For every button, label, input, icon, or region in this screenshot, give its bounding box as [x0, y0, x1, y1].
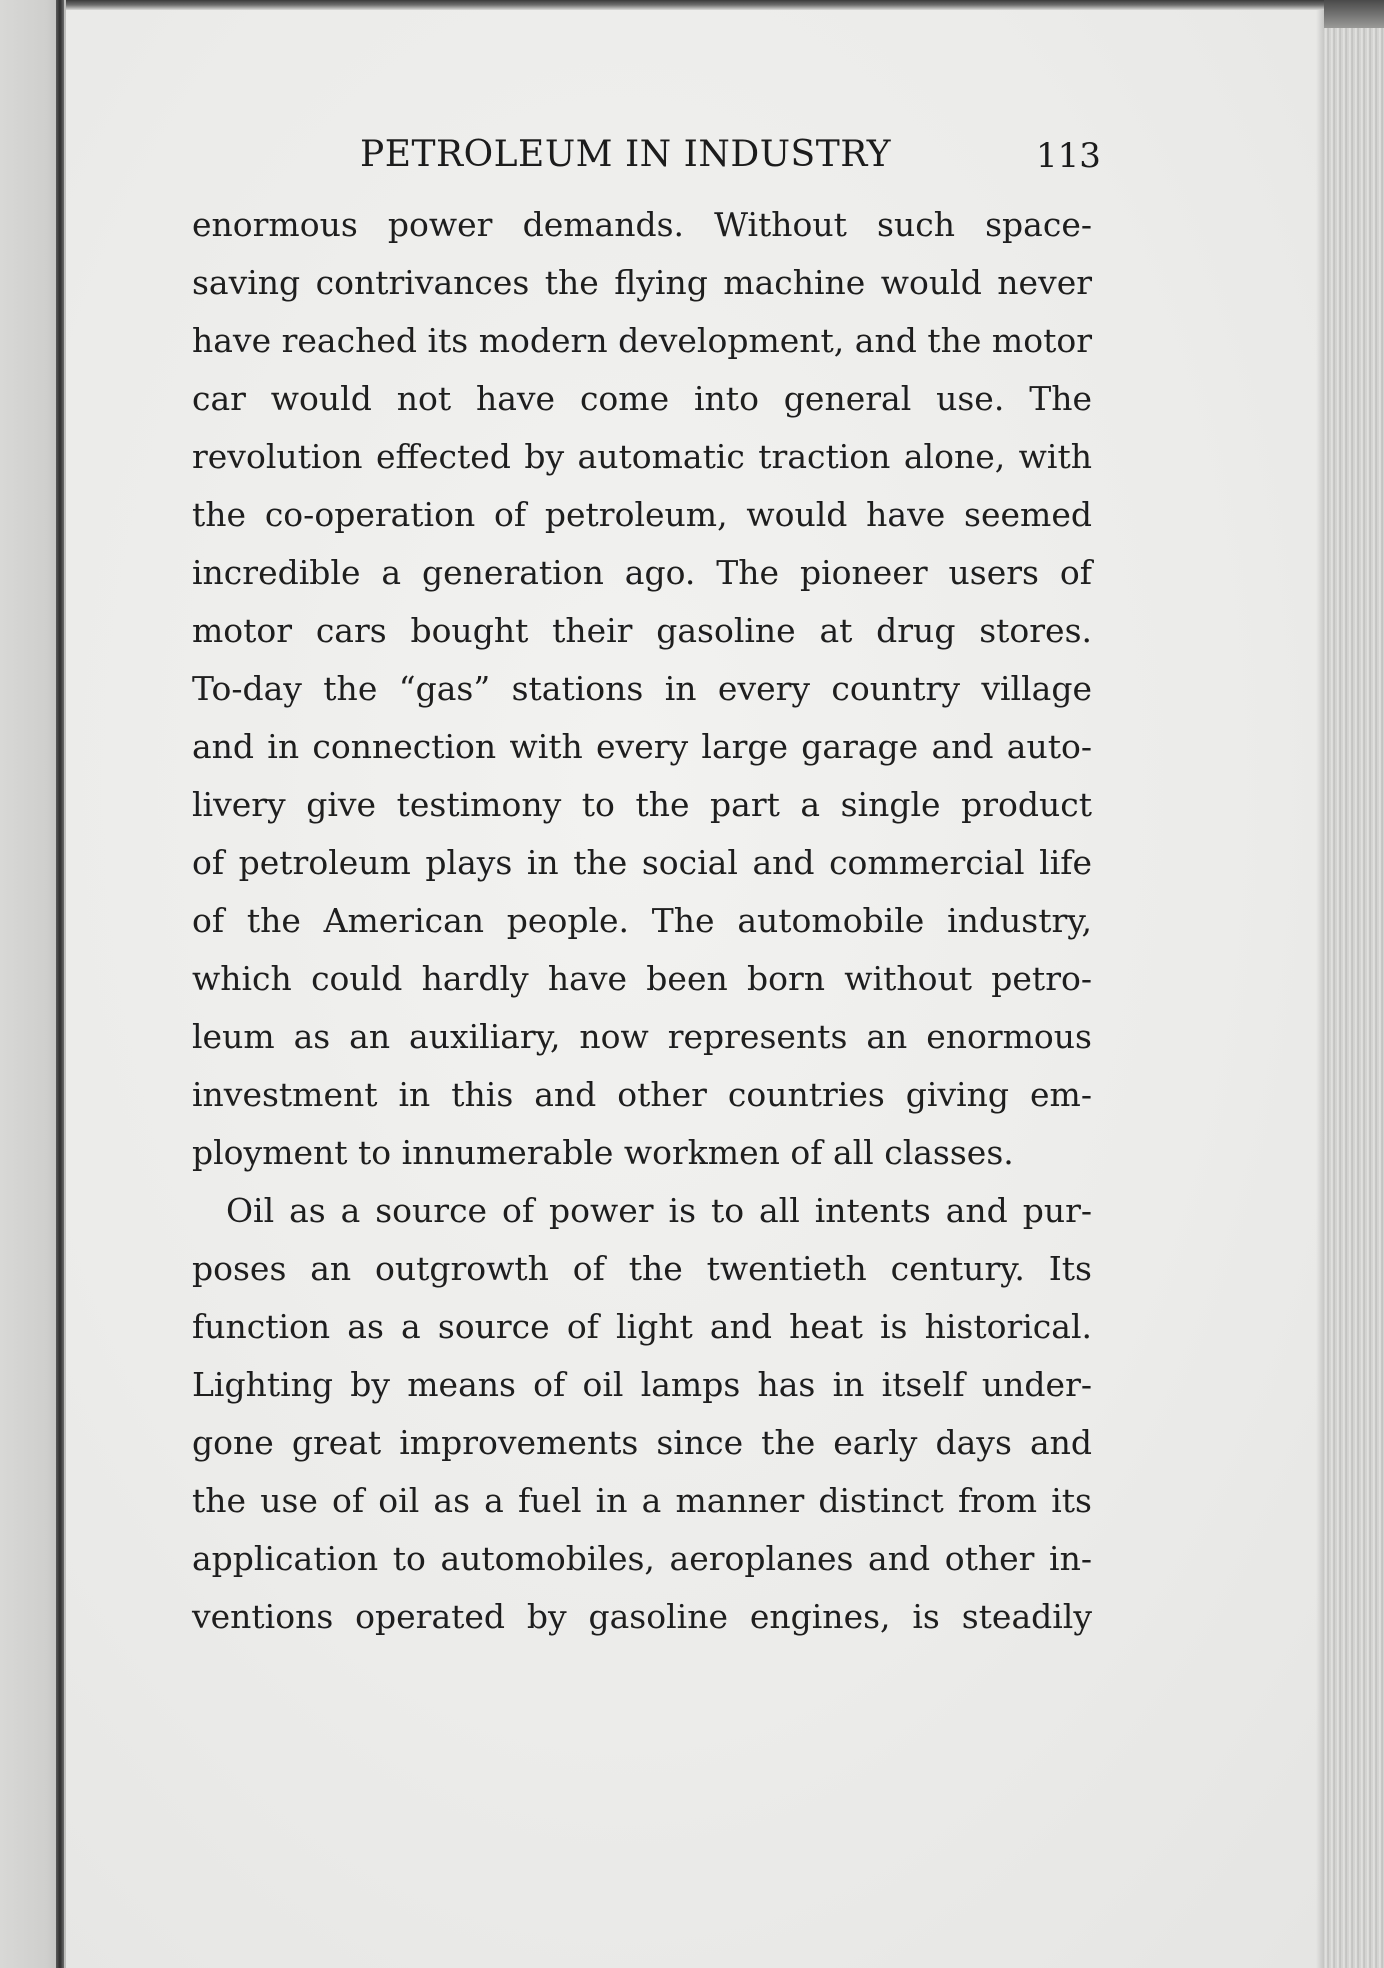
running-head [360, 134, 1100, 184]
text-line: investment in this and other countries giving em- [192, 1075, 1092, 1114]
running-head-title: PETROLEUM IN INDUSTRY [360, 134, 891, 175]
spine-shadow-line [56, 0, 64, 1968]
text-line: the co-operation of petroleum, would have seemed [192, 495, 1092, 534]
text-line: and in connection with every large garage and auto- [192, 727, 1092, 766]
text-line: the use of oil as a fuel in a manner distinct from its [192, 1481, 1092, 1520]
text-line: leum as an auxiliary, now represents an enormous [192, 1017, 1092, 1056]
text-line: Oil as a source of power is to all intents and pur- [226, 1191, 1092, 1230]
text-line: which could hardly have been born without petro- [192, 959, 1092, 998]
body-text [192, 196, 1092, 1646]
text-line: car would not have come into general use. The [192, 379, 1092, 418]
text-line: application to automobiles, aeroplanes and other in- [192, 1539, 1092, 1578]
text-line: motor cars bought their gasoline at drug stores. [192, 611, 1092, 650]
page-number: 113 [1036, 136, 1101, 176]
text-line: have reached its modern development, and the motor [192, 321, 1092, 360]
book-fore-edge [1324, 10, 1384, 1968]
paragraph-1 [192, 196, 1092, 1182]
text-line: of the American people. The automobile industry, [192, 901, 1092, 940]
text-line: revolution effected by automatic traction alone, with [192, 437, 1092, 476]
paragraph-2 [192, 1182, 1092, 1646]
text-line: Lighting by means of oil lamps has in itself under- [192, 1365, 1092, 1404]
text-line: ventions operated by gasoline engines, is steadily [192, 1597, 1092, 1636]
page-top-edge [0, 0, 1330, 10]
text-line: gone great improvements since the early days and [192, 1423, 1092, 1462]
text-line: livery give testimony to the part a single product [192, 785, 1092, 824]
text-line: function as a source of light and heat is historical. [192, 1307, 1092, 1346]
text-line: poses an outgrowth of the twentieth century. Its [192, 1249, 1092, 1288]
text-line: of petroleum plays in the social and commercial life [192, 843, 1092, 882]
text-line: incredible a generation ago. The pioneer users of [192, 553, 1092, 592]
text-line: enormous power demands. Without such space- [192, 205, 1092, 244]
page-corner [1324, 0, 1384, 28]
text-line: ployment to innumerable workmen of all classes. [192, 1133, 1014, 1172]
text-line: To-day the “gas” stations in every country village [192, 669, 1092, 708]
text-line: saving contrivances the flying machine would never [192, 263, 1092, 302]
